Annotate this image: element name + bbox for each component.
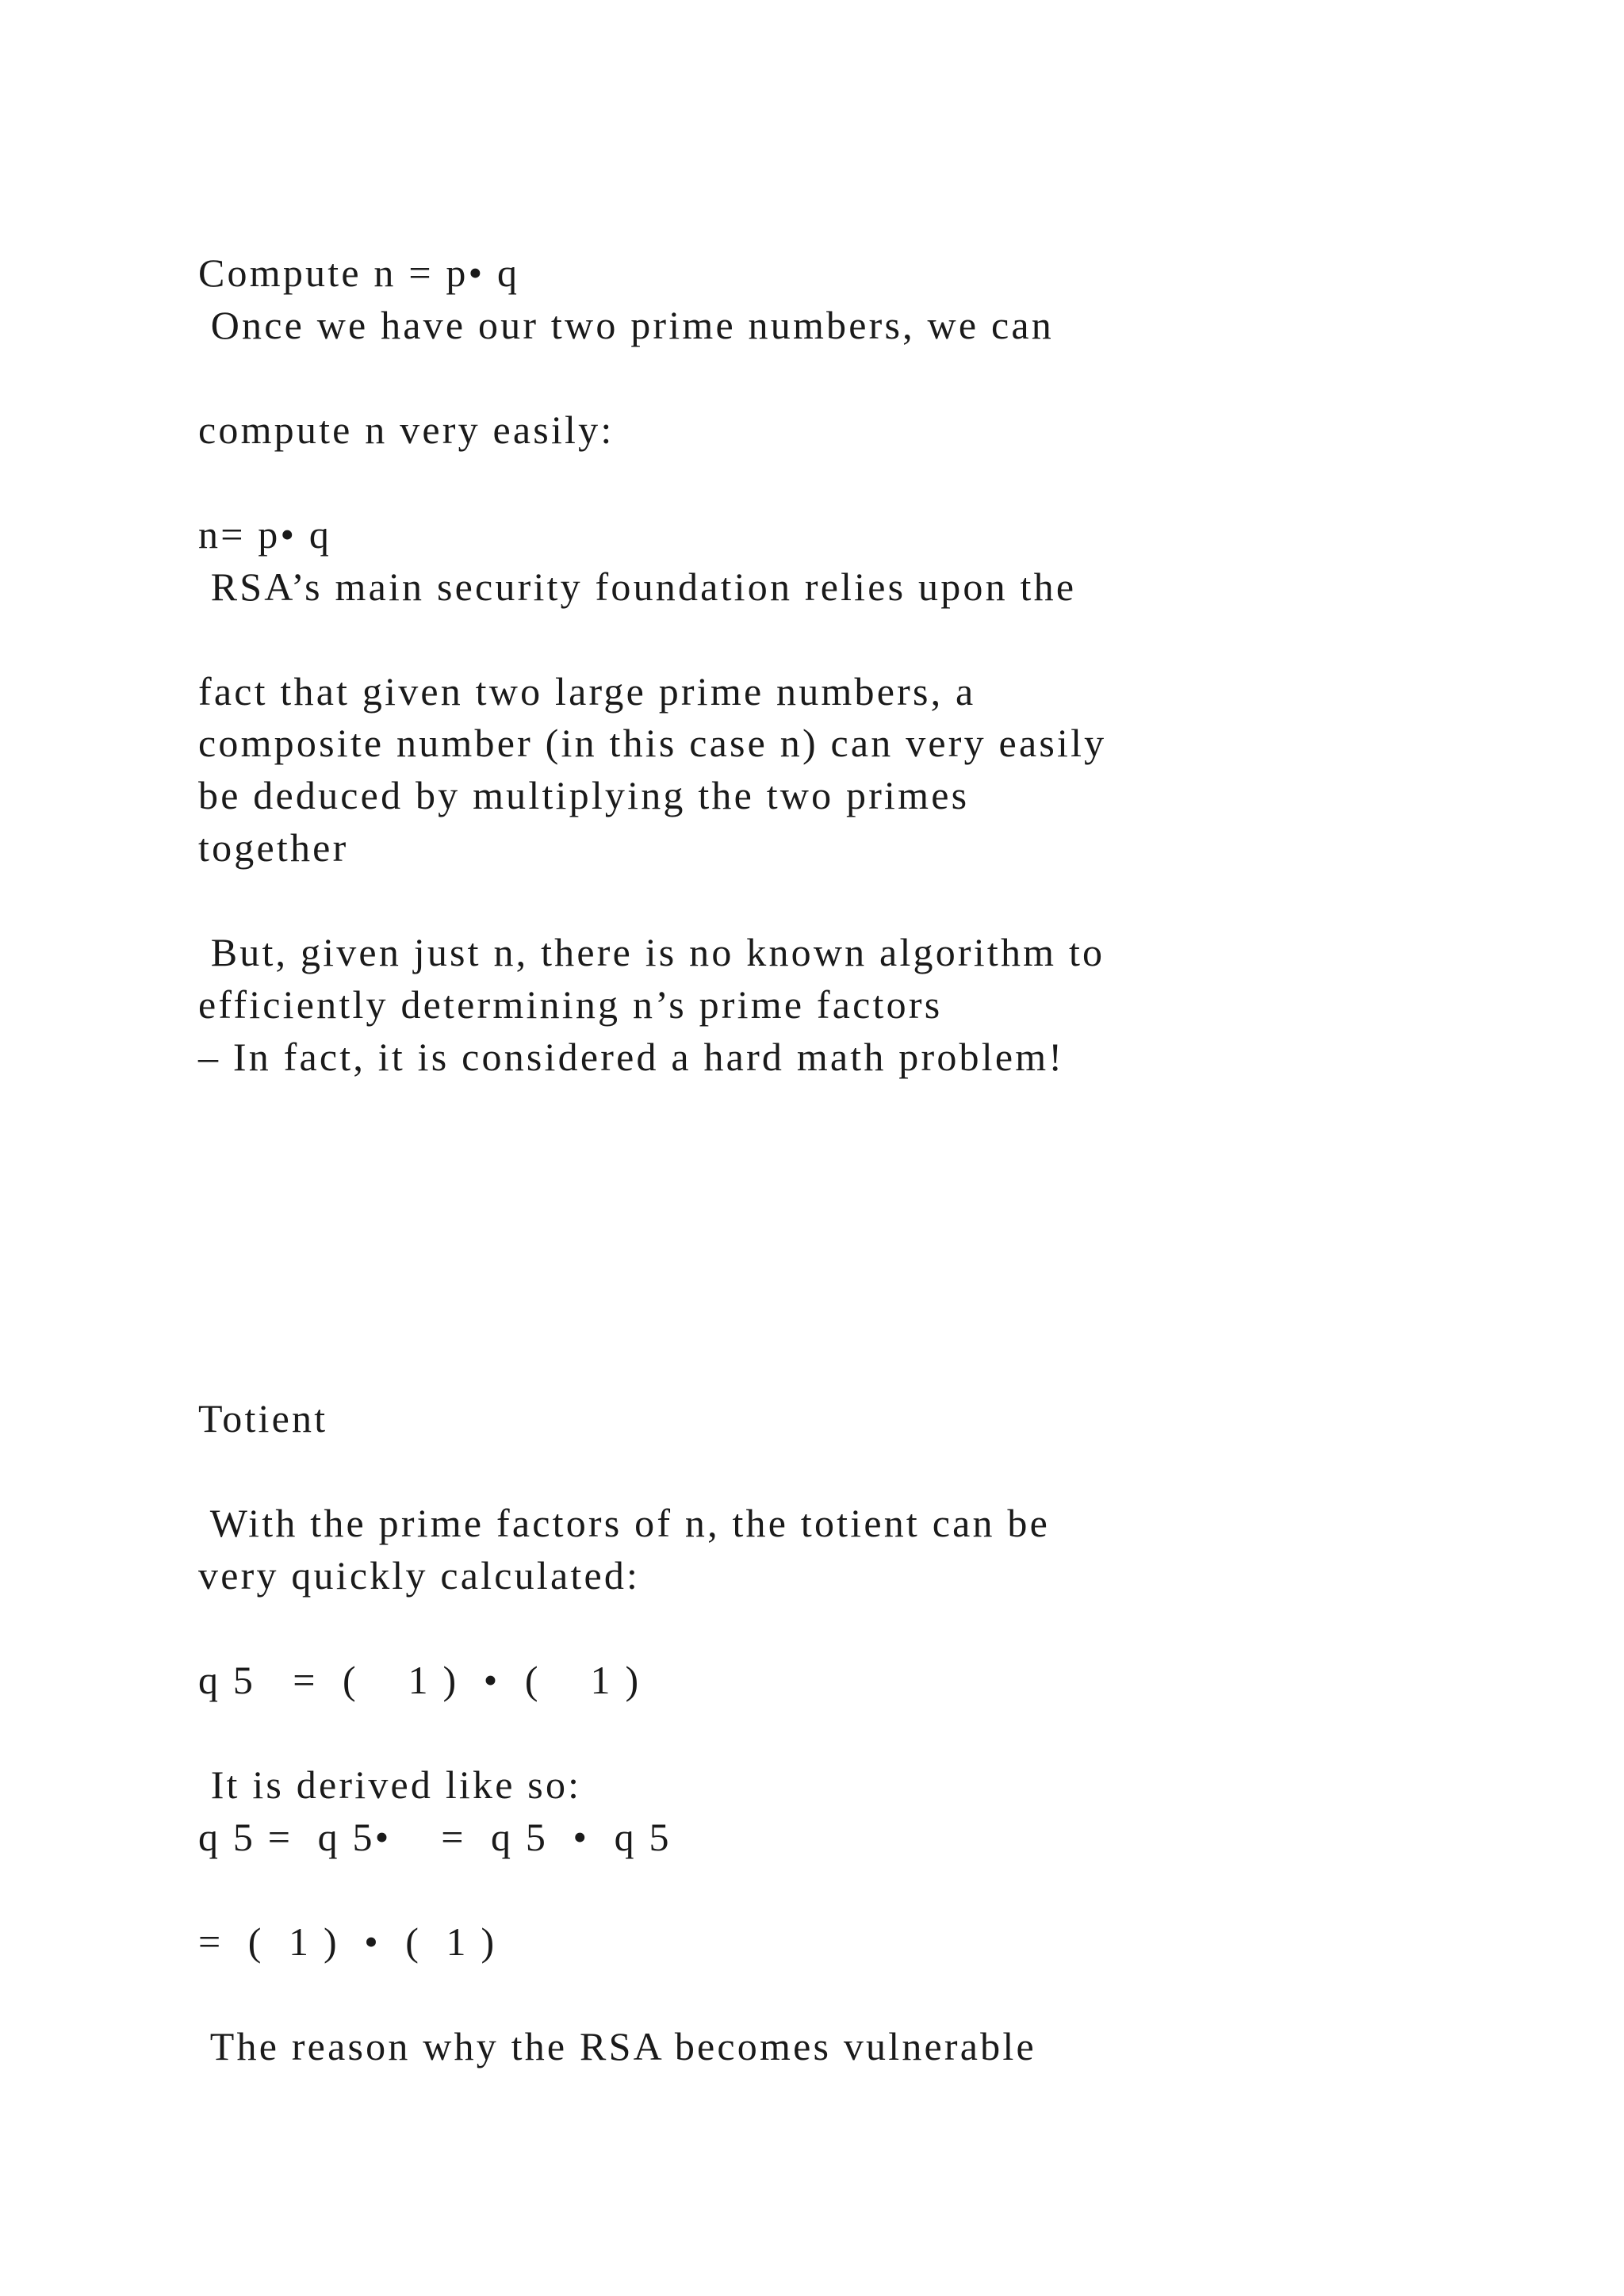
heading-compute-n: Compute n = p• q: [198, 251, 520, 295]
bullet-line: RSA’s main security foundation relies upon the: [198, 564, 1077, 609]
text-line: efficiently determining n’s prime factors: [198, 982, 943, 1027]
bullet-line: It is derived like so:: [198, 1762, 582, 1807]
formula-line: q 5 = ( 1 ) • ( 1 ): [198, 1658, 642, 1702]
text-line: composite number (in this case n) can very easily: [198, 721, 1107, 765]
bullet-line: But, given just n, there is no known algorithm to: [198, 930, 1105, 974]
text-line: – In fact, it is considered a hard math problem!: [198, 1035, 1065, 1079]
bullet-line: The reason why the RSA becomes vulnerable: [198, 2024, 1036, 2068]
text-line: fact that given two large prime numbers, a: [198, 669, 976, 714]
formula-line: n= p• q: [198, 512, 332, 557]
text-line: be deduced by multiplying the two primes: [198, 773, 970, 817]
text-line: together: [198, 825, 349, 870]
text-line: compute n very easily:: [198, 408, 615, 452]
formula-line: q 5 = q 5• = q 5 • q 5: [198, 1815, 672, 1859]
bullet-line: Once we have our two prime numbers, we can: [198, 303, 1054, 347]
heading-totient: Totient: [198, 1396, 328, 1441]
formula-line: = ( 1 ) • ( 1 ): [198, 1919, 497, 1964]
text-line: very quickly calculated:: [198, 1553, 641, 1598]
bullet-line: With the prime factors of n, the totient can be: [198, 1501, 1050, 1545]
